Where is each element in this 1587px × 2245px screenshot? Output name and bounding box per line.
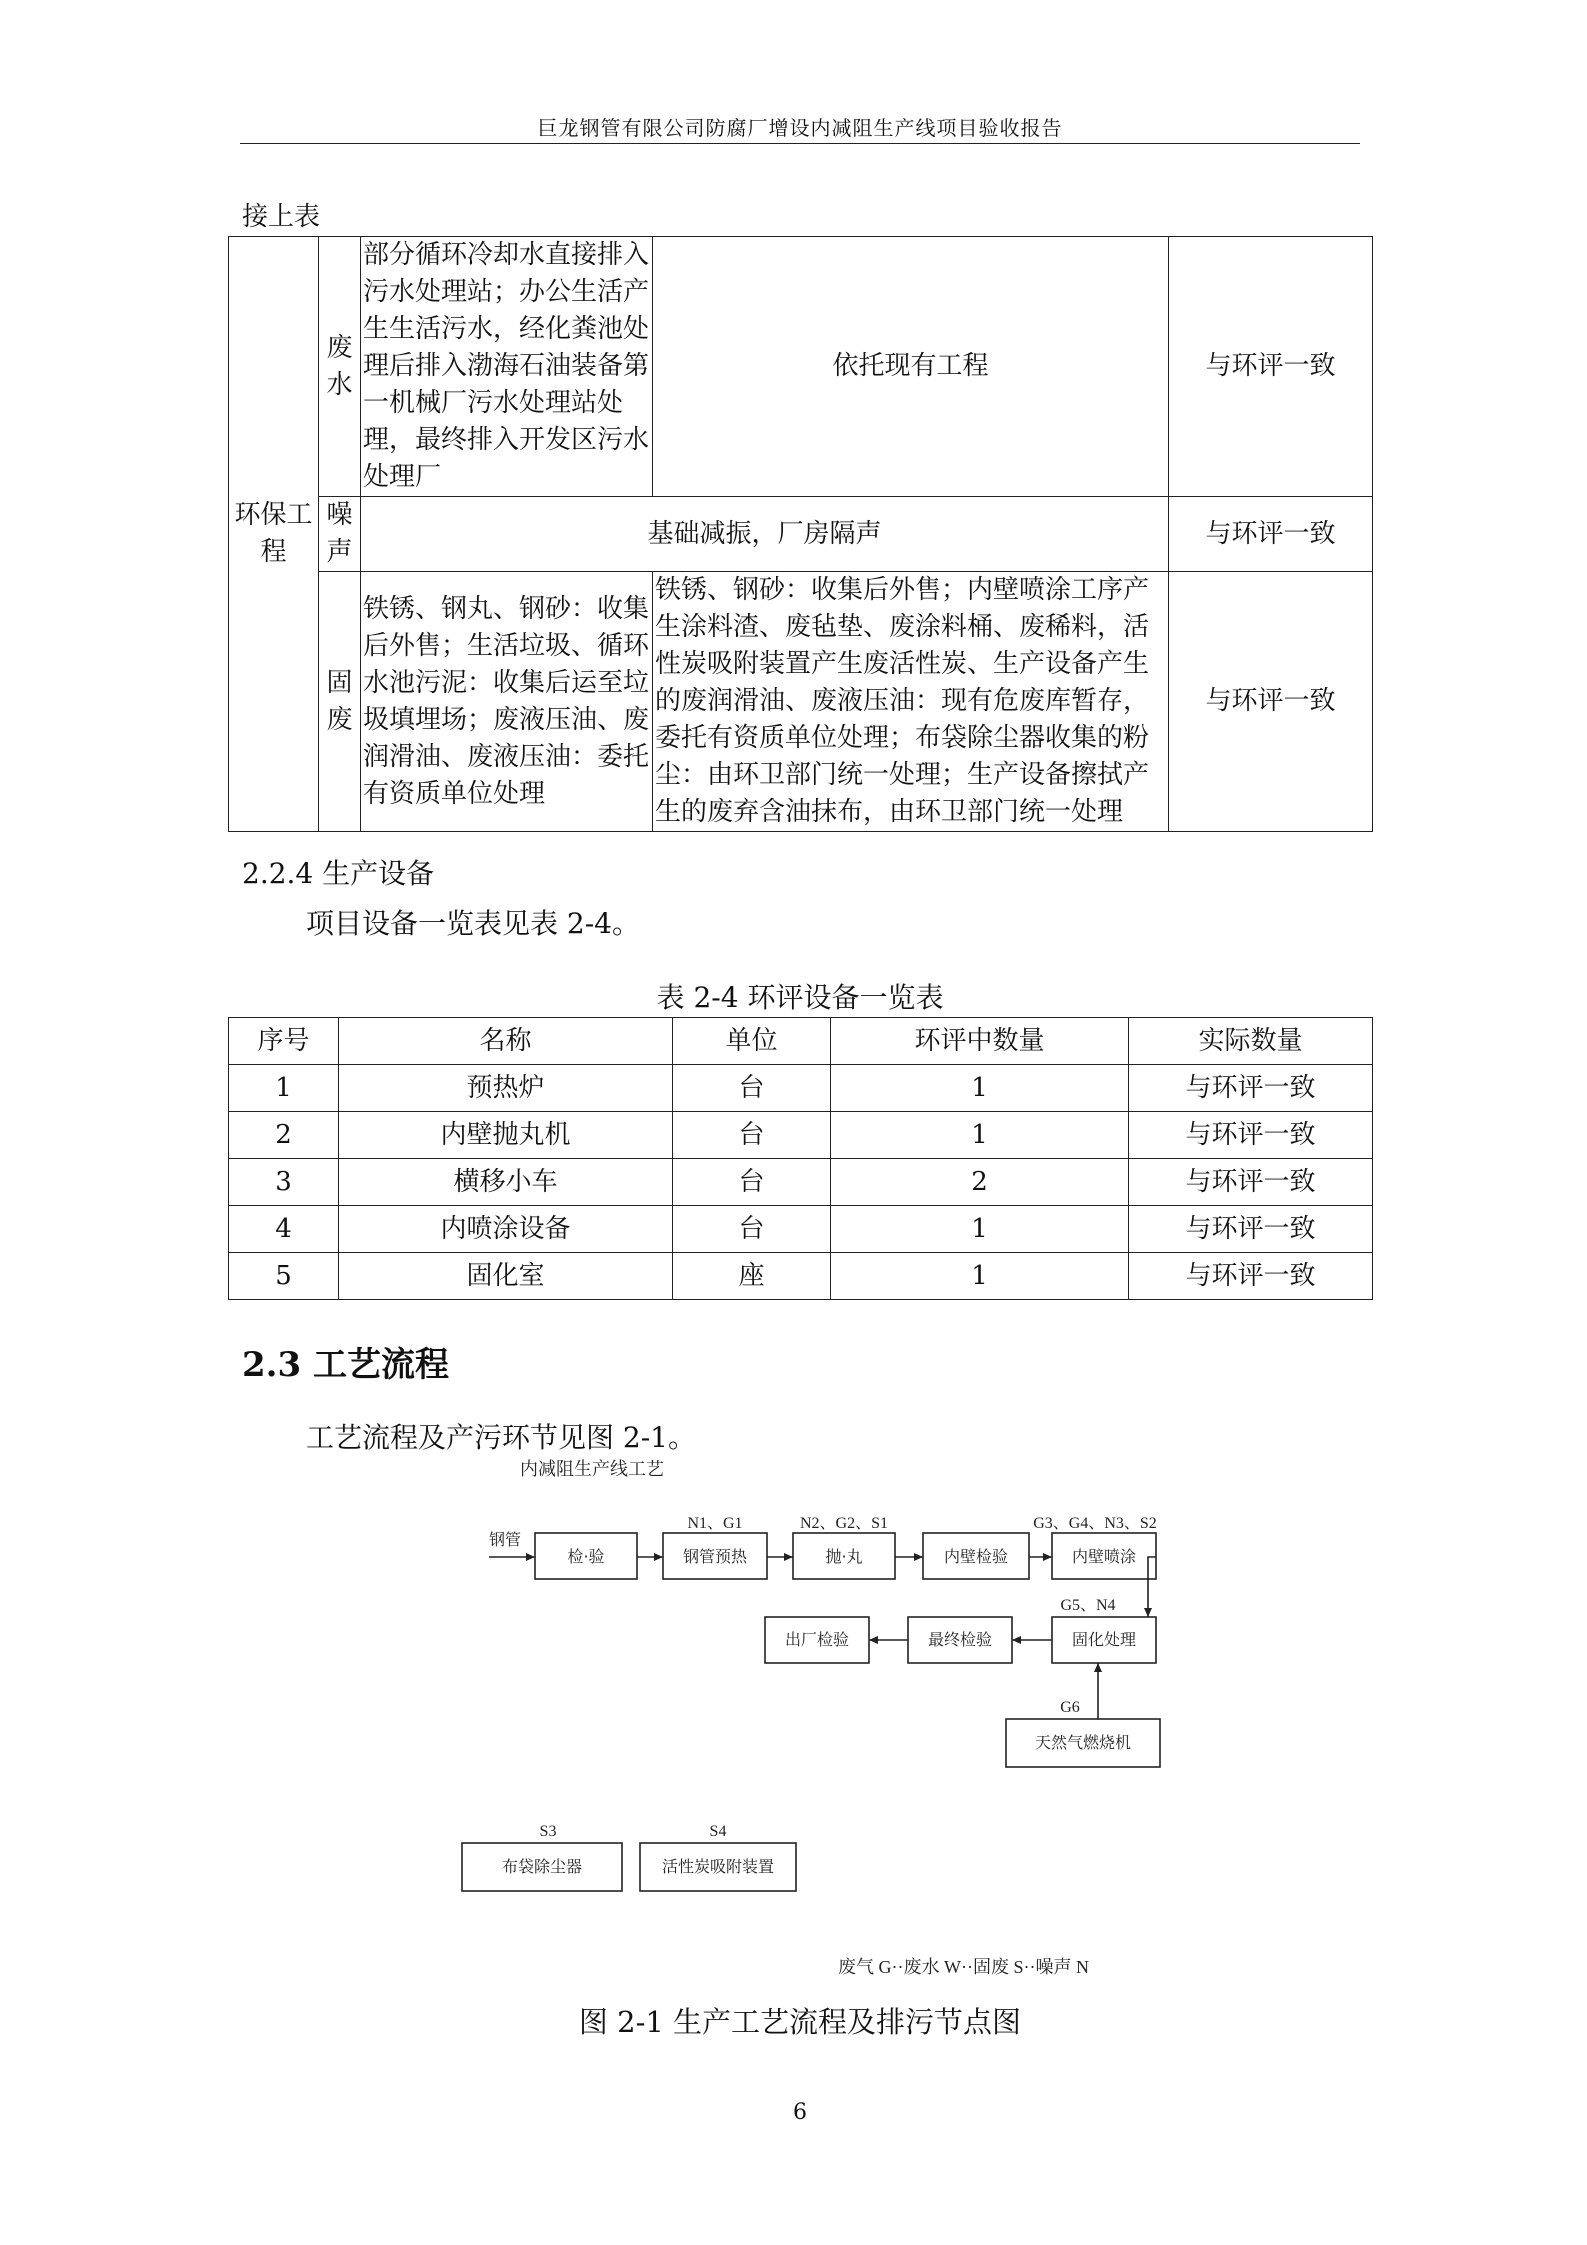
table-cell: 4 bbox=[229, 1206, 339, 1253]
page-header-title: 巨龙钢管有限公司防腐厂增设内减阻生产线项目验收报告 bbox=[537, 116, 1063, 140]
table-cell: 1 bbox=[229, 1065, 339, 1112]
box-label: 天然气燃烧机 bbox=[1034, 1733, 1132, 1752]
result-cell: 与环评一致 bbox=[1169, 237, 1373, 497]
table-caption: 表 2-4 环评设备一览表 bbox=[656, 981, 944, 1014]
column-header: 名称 bbox=[339, 1018, 673, 1065]
flow-title: 内减阻生产线工艺 bbox=[520, 1459, 664, 1480]
table-cell: 3 bbox=[229, 1159, 339, 1206]
section-paragraph: 工艺流程及产污环节见图 2-1。 bbox=[306, 1421, 696, 1454]
emission-label: N1、G1 bbox=[687, 1515, 743, 1532]
eia-measure-cell: 部分循环冷却水直接排入污水处理站；办公生活产生生活污水，经化粪池处理后排入渤海石油装备第一机械厂污水处理站处理，最终排入开发区污水处理厂 bbox=[361, 237, 653, 497]
figure-caption: 图 2-1 生产工艺流程及排污节点图 bbox=[578, 2005, 1022, 2039]
box-label: 内壁检验 bbox=[943, 1547, 1009, 1566]
box-label: 抛·丸 bbox=[825, 1547, 863, 1566]
emission-label: S3 bbox=[539, 1823, 557, 1840]
table-cell: 内喷涂设备 bbox=[339, 1206, 673, 1253]
emission-label: G5、N4 bbox=[1060, 1597, 1116, 1614]
table-cell: 1 bbox=[831, 1253, 1129, 1300]
column-header: 环评中数量 bbox=[831, 1018, 1129, 1065]
table-cell: 1 bbox=[831, 1112, 1129, 1159]
flow-legend: 废气 G··废水 W··固废 S··噪声 N bbox=[838, 1957, 1089, 1977]
table-cell: 内壁抛丸机 bbox=[339, 1112, 673, 1159]
actual-measure-cell: 依托现有工程 bbox=[653, 237, 1169, 497]
item-cell: 固废 bbox=[319, 572, 361, 832]
emission-label: G6 bbox=[1060, 1699, 1080, 1716]
page-number: 6 bbox=[793, 2100, 807, 2125]
column-header: 序号 bbox=[229, 1018, 339, 1065]
table-cell: 与环评一致 bbox=[1129, 1253, 1373, 1300]
table-cell: 台 bbox=[673, 1112, 831, 1159]
table-cell: 1 bbox=[831, 1206, 1129, 1253]
box-label: 内壁喷涂 bbox=[1071, 1547, 1137, 1566]
section-heading-2-3: 2.3 工艺流程 bbox=[242, 1345, 449, 1385]
table-cell: 2 bbox=[229, 1112, 339, 1159]
actual-measure-cell: 铁锈、钢砂：收集后外售；内壁喷涂工序产生涂料渣、废毡垫、废涂料桶、废稀料，活性炭吸附装置产生废活性炭、生产设备产生的废润滑油、废液压油：现有危废库暂存，委托有资质单位处理；布袋除尘器收集的粉尘：由环卫部门统一处理；生产设备擦拭产生的废弃含油抹布，由环卫部门统一处理 bbox=[653, 572, 1169, 832]
column-header: 实际数量 bbox=[1129, 1018, 1373, 1065]
table-cell: 横移小车 bbox=[339, 1159, 673, 1206]
table-cell: 与环评一致 bbox=[1129, 1112, 1373, 1159]
box-label: 检·验 bbox=[567, 1547, 605, 1566]
table-cell: 预热炉 bbox=[339, 1065, 673, 1112]
table-cell: 台 bbox=[673, 1065, 831, 1112]
emission-label: N2、G2、S1 bbox=[799, 1515, 889, 1532]
table-cell: 固化室 bbox=[339, 1253, 673, 1300]
table-cell: 与环评一致 bbox=[1129, 1159, 1373, 1206]
table-cell: 与环评一致 bbox=[1129, 1206, 1373, 1253]
result-cell: 与环评一致 bbox=[1169, 572, 1373, 832]
input-label: 钢管 bbox=[489, 1530, 522, 1549]
table-cell: 1 bbox=[831, 1065, 1129, 1112]
table-cell: 座 bbox=[673, 1253, 831, 1300]
item-cell: 噪声 bbox=[319, 497, 361, 572]
eia-measure-cell: 铁锈、钢丸、钢砂：收集后外售；生活垃圾、循环水池污泥：收集后运至垃圾填埋场；废液压油、废润滑油、废液压油：委托有资质单位处理 bbox=[361, 572, 653, 832]
table-cell: 2 bbox=[831, 1159, 1129, 1206]
result-cell: 与环评一致 bbox=[1169, 497, 1373, 572]
box-label: 出厂检验 bbox=[784, 1630, 850, 1649]
table-cell: 台 bbox=[673, 1206, 831, 1253]
column-header: 单位 bbox=[673, 1018, 831, 1065]
table-cell: 台 bbox=[673, 1159, 831, 1206]
section-paragraph: 项目设备一览表见表 2-4。 bbox=[306, 907, 640, 940]
continued-label: 接上表 bbox=[242, 202, 321, 232]
table-cell: 5 bbox=[229, 1253, 339, 1300]
table-cell: 与环评一致 bbox=[1129, 1065, 1373, 1112]
box-label: 活性炭吸附装置 bbox=[661, 1857, 775, 1876]
emission-label: G3、G4、N3、S2 bbox=[1033, 1515, 1157, 1532]
emission-label: S4 bbox=[709, 1823, 727, 1840]
box-label: 钢管预热 bbox=[682, 1547, 748, 1566]
box-label: 最终检验 bbox=[927, 1630, 993, 1649]
box-label: 布袋除尘器 bbox=[501, 1857, 583, 1876]
section-heading-2-2-4: 2.2.4 生产设备 bbox=[242, 857, 435, 890]
arrow-spray-to-curing bbox=[1148, 1557, 1156, 1617]
merged-measure-cell: 基础减振，厂房隔声 bbox=[361, 497, 1169, 572]
item-cell: 废水 bbox=[319, 237, 361, 497]
box-label: 固化处理 bbox=[1071, 1630, 1137, 1649]
category-cell: 环保工程 bbox=[229, 237, 319, 832]
